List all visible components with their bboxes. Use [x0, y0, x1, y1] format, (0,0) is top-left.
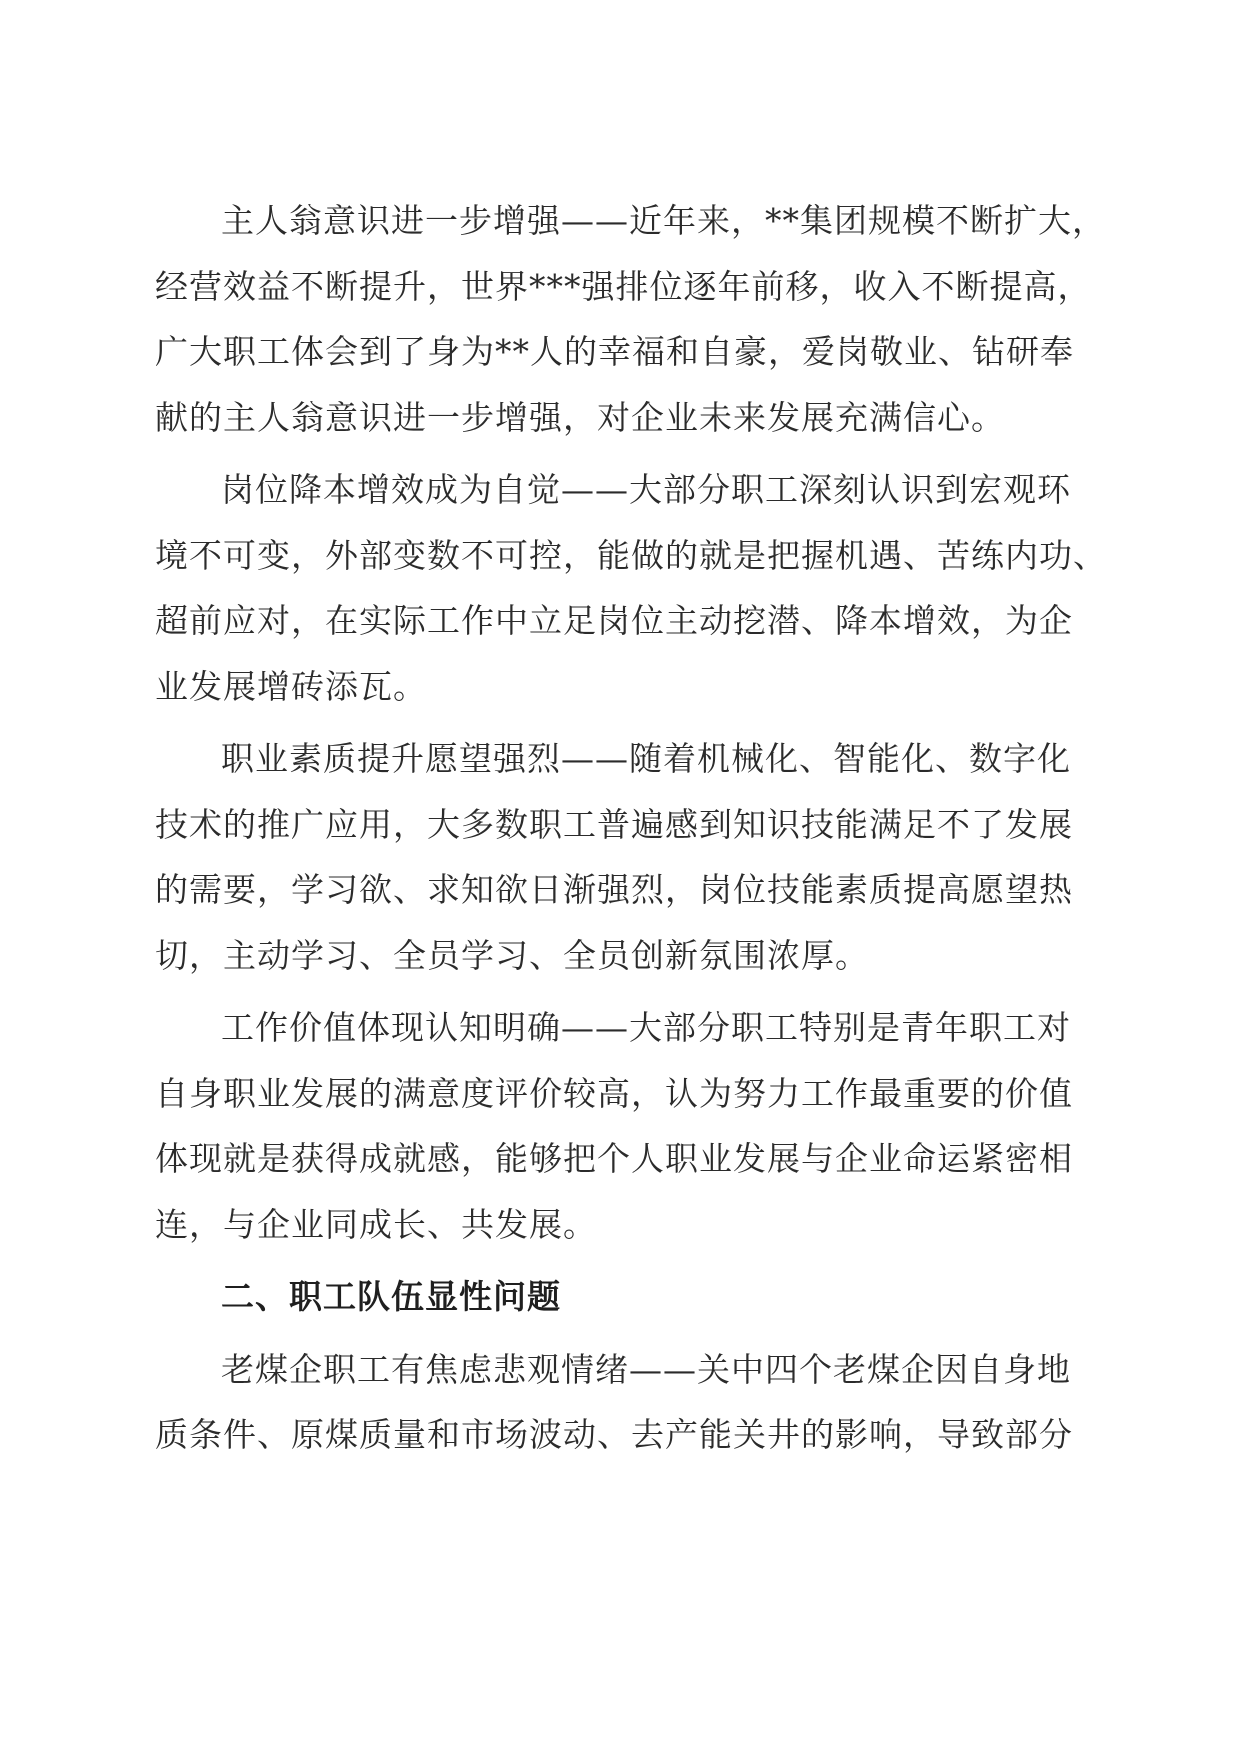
- text-line: 业发展增砖添瓦。: [155, 666, 427, 706]
- text-line: 工作价值体现认知明确——大部分职工特别是青年职工对: [221, 1008, 1071, 1047]
- text-line: 广大职工体会到了身为**人的幸福和自豪，爱岗敬业、钻研奉: [155, 332, 1074, 371]
- document-body: [155, 188, 1107, 1475]
- paragraph-old-coal-enterprises: [155, 1337, 1085, 1468]
- paragraph-work-value: [155, 995, 1085, 1257]
- paragraph-cost-reduction: [155, 457, 1107, 719]
- text-line: 连，与企业同成长、共发展。: [155, 1204, 597, 1244]
- paragraph-ownership-awareness: [155, 188, 1106, 450]
- text-line: 质条件、原煤质量和市场波动、去产能关井的影响，导致部分: [155, 1415, 1073, 1454]
- text-line: 境不可变，外部变数不可控，能做的就是把握机遇、苦练内功、: [155, 535, 1107, 575]
- paragraph-professional-quality: [155, 726, 1085, 988]
- text-line: 老煤企职工有焦虑悲观情绪——关中四个老煤企因自身地: [221, 1349, 1071, 1389]
- text-line: 主人翁意识进一步增强——近年来，**集团规模不断扩大，: [221, 201, 1106, 240]
- text-line: 体现就是获得成就感，能够把个人职业发展与企业命运紧密相: [155, 1139, 1073, 1178]
- text-line: 岗位降本增效成为自觉——大部分职工深刻认识到宏观环: [221, 470, 1071, 509]
- section-heading: 二、职工队伍显性问题: [221, 1277, 561, 1316]
- text-line: 超前应对，在实际工作中立足岗位主动挖潜、降本增效，为企: [155, 601, 1073, 640]
- text-line: 献的主人翁意识进一步增强，对企业未来发展充满信心。: [155, 397, 1005, 437]
- text-line: 的需要，学习欲、求知欲日渐强烈，岗位技能素质提高愿望热: [155, 870, 1073, 909]
- text-line: 经营效益不断提升，世界***强排位逐年前移，收入不断提高，: [155, 266, 1092, 306]
- text-line: 自身职业发展的满意度评价较高，认为努力工作最重要的价值: [155, 1073, 1073, 1113]
- text-line: 职业素质提升愿望强烈——随着机械化、智能化、数字化: [221, 739, 1071, 778]
- text-line: 切，主动学习、全员学习、全员创新氛围浓厚。: [155, 935, 869, 975]
- text-line: 技术的推广应用，大多数职工普遍感到知识技能满足不了发展: [155, 804, 1073, 844]
